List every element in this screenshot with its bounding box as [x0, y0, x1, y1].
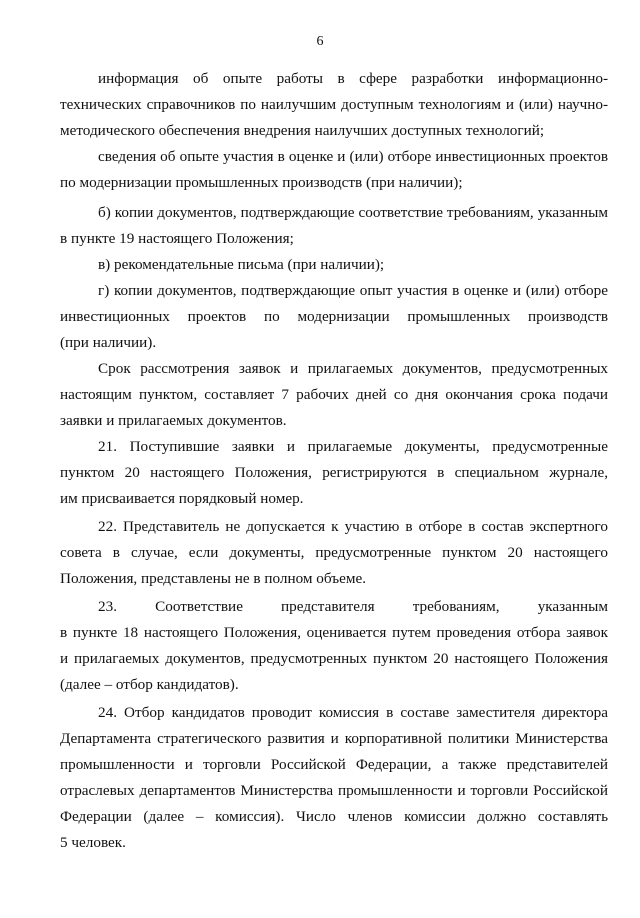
- text-line: им присваивается порядковый номер.: [60, 490, 304, 507]
- text-line: заявки и прилагаемых документов.: [60, 412, 287, 429]
- text-line: Положения, представлены не в полном объеме.: [60, 570, 366, 587]
- text-line: (далее – отбор кандидатов).: [60, 676, 239, 693]
- text-line: совета в случае, если документы, предусмотренные пунктом 20 настоящего: [60, 544, 608, 561]
- text-line: технических справочников по наилучшим доступным технологиям и (или) научно-: [60, 96, 608, 113]
- text-line: б) копии документов, подтверждающие соответствие требованиям, указанным: [98, 204, 608, 221]
- text-line: в пункте 18 настоящего Положения, оценивается путем проведения отбора заявок: [60, 624, 608, 641]
- text-line: пунктом 20 настоящего Положения, регистрируются в специальном журнале,: [60, 464, 608, 481]
- text-line: г) копии документов, подтверждающие опыт участия в оценке и (или) отборе: [98, 282, 608, 299]
- text-line: 24. Отбор кандидатов проводит комиссия в составе заместителя директора: [98, 704, 608, 721]
- text-line: настоящим пунктом, составляет 7 рабочих дней со дня окончания срока подачи: [60, 386, 608, 403]
- text-line: отраслевых департаментов Министерства промышленности и торговли Российской: [60, 782, 608, 799]
- text-line: инвестиционных проектов по модернизации промышленных производств: [60, 308, 608, 325]
- text-line: в) рекомендательные письма (при наличии);: [98, 256, 385, 273]
- text-line: 5 человек.: [60, 834, 126, 851]
- text-line: (при наличии).: [60, 334, 157, 351]
- text-line: по модернизации промышленных производств (при наличии);: [60, 174, 463, 191]
- text-line: методического обеспечения внедрения наилучших доступных технологий;: [60, 122, 545, 139]
- text-line: Департамента стратегического развития и корпоративной политики Министерства: [60, 730, 608, 747]
- text-line: промышленности и торговли Российской Федерации, а также представителей: [60, 756, 608, 773]
- text-line: 21. Поступившие заявки и прилагаемые документы, предусмотренные: [98, 438, 608, 455]
- text-line: информация об опыте работы в сфере разработки информационно-: [98, 70, 608, 87]
- text-line: 23. Соответствие представителя требованиям, указанным: [98, 598, 608, 615]
- text-line: и прилагаемых документов, предусмотренных пунктом 20 настоящего Положения: [60, 650, 608, 667]
- text-line: 22. Представитель не допускается к участию в отборе в состав экспертного: [98, 518, 608, 535]
- text-line: сведения об опыте участия в оценке и (или) отборе инвестиционных проектов: [98, 148, 608, 165]
- page-number: 6: [316, 34, 324, 49]
- text-line: Срок рассмотрения заявок и прилагаемых документов, предусмотренных: [98, 360, 608, 377]
- text-line: Федерации (далее – комиссия). Число членов комиссии должно составлять: [60, 808, 608, 825]
- text-line: в пункте 19 настоящего Положения;: [60, 230, 294, 247]
